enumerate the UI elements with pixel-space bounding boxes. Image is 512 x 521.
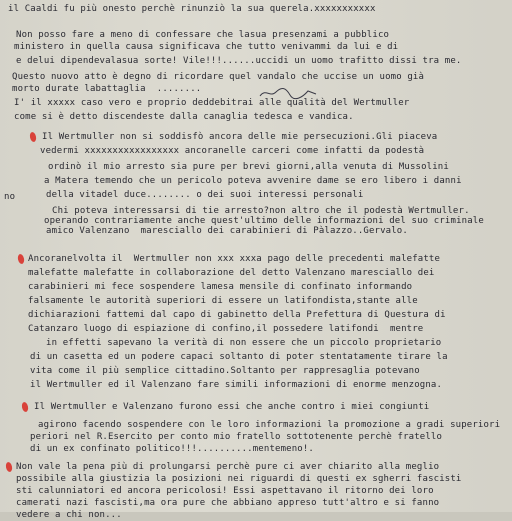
text-line: I' il xxxxx caso vero e proprio deddebitrai alle qualità del Wertmuller bbox=[14, 98, 410, 108]
text-line: di un casetta ed un podere capaci soltanto di poter stentatamente tirare la bbox=[30, 352, 448, 362]
text-line: carabinieri mi fece sospendere lamesa mensile di confinato informando bbox=[28, 282, 413, 292]
text-line: Chi poteva interessarsi di tie arresto?non altro che il podestà Wertmuller. bbox=[52, 206, 470, 216]
text-line: Il Wertmuller e Valenzano furono essi che anche contro i miei congiunti bbox=[34, 402, 430, 412]
text-line: della vitadel duce........ o dei suoi interessi personali bbox=[46, 190, 364, 200]
text-line: il Caaldi fu più onesto perchè rinunziò la sua querela.xxxxxxxxxxx bbox=[8, 4, 376, 14]
text-line: a Matera temendo che un pericolo poteva avvenire dame se ero libero i danni bbox=[44, 176, 462, 186]
text-line: vedermi xxxxxxxxxxxxxxxxx ancoranelle carceri come infatti da podestà bbox=[40, 146, 425, 156]
text-line: come si è detto discendeste dalla canaglia tedesca e vandica. bbox=[14, 112, 354, 122]
margin-note: no bbox=[4, 192, 16, 202]
text-line: Non posso fare a meno di confessare che lasua presenzami a pubblico bbox=[16, 30, 390, 40]
text-line: di un ex confinato politico!!!..........mentemeno!. bbox=[30, 444, 314, 454]
text-line: ministero in quella causa significava che tutto venivammi da lui e di bbox=[14, 42, 399, 52]
handwritten-note-icon bbox=[258, 86, 318, 100]
text-line: Ancoranelvolta il Wertmuller non xxx xxxa pago delle precedenti malefatte bbox=[28, 254, 441, 264]
text-line: periori nel R.Esercito per conto mio fratello sottotenente perchè fratello bbox=[30, 432, 443, 442]
text-line: sti calunniatori ed ancora pericolosi! Essi aspettavano il ritorno dei loro bbox=[16, 486, 434, 496]
text-line: Il Wertmuller non si soddisfò ancora delle mie persecuzioni.Gli piaceva bbox=[42, 132, 438, 142]
red-marker-dot bbox=[5, 461, 13, 472]
text-line: camerati nazi fascisti,ma ora pure che abbiano appreso tutt'altro e si fanno bbox=[16, 498, 440, 508]
text-line: dichiarazioni fattemi dal capo di gabinetto della Prefettura di Questura di bbox=[28, 310, 446, 320]
text-line: possibile alla giustizia la posizioni nei riguardi di questi ex sgherri fascisti bbox=[16, 474, 462, 484]
text-line: Catanzaro luogo di espiazione di confino,il possedere latifondi mentre bbox=[28, 324, 424, 334]
text-line: vita come il più semplice cittadino.Soltanto per rappresaglia potevano bbox=[30, 366, 420, 376]
text-line: il Wertmuller ed il Valenzano fare simili informazioni di enorme menzogna. bbox=[30, 380, 443, 390]
text-line: falsamente le autorità superiori di essere un latifondista,stante alle bbox=[28, 296, 418, 306]
text-line: Non vale la pena più di prolungarsi perchè pure ci aver chiarito alla meglio bbox=[16, 462, 440, 472]
text-line: malefatte malefatte in collaborazione del detto Valenzano maresciallo dei bbox=[28, 268, 435, 278]
red-marker-dot bbox=[17, 253, 25, 264]
text-line: vedere a chi non... bbox=[16, 510, 122, 520]
text-line: amico Valenzano maresciallo dei carabinieri di Pàlazzo..Gervalo. bbox=[46, 226, 408, 236]
red-marker-dot bbox=[21, 401, 29, 412]
text-line: operando contrariamente anche quest'ultimo delle informazioni del suo criminale bbox=[44, 216, 484, 226]
text-line: agirono facendo sospendere con le loro informazioni la promozione a gradi superiori bbox=[38, 420, 501, 430]
red-marker-dot bbox=[29, 131, 37, 142]
text-line: in effetti sapevano la verità di non essere che un piccolo proprietario bbox=[46, 338, 442, 348]
text-line: morto durate labattaglia ........ bbox=[12, 84, 202, 94]
text-line: Questo nuovo atto è degno di ricordare quel vandalo che uccise un uomo già bbox=[12, 72, 425, 82]
text-line: ordinò il mio arresto sia pure per brevi giorni,alla venuta di Mussolini bbox=[48, 162, 449, 172]
text-line: e delui dipendevalasua sorte! Vile!!!......uccidi un uomo trafitto dissi tra me. bbox=[16, 56, 462, 66]
